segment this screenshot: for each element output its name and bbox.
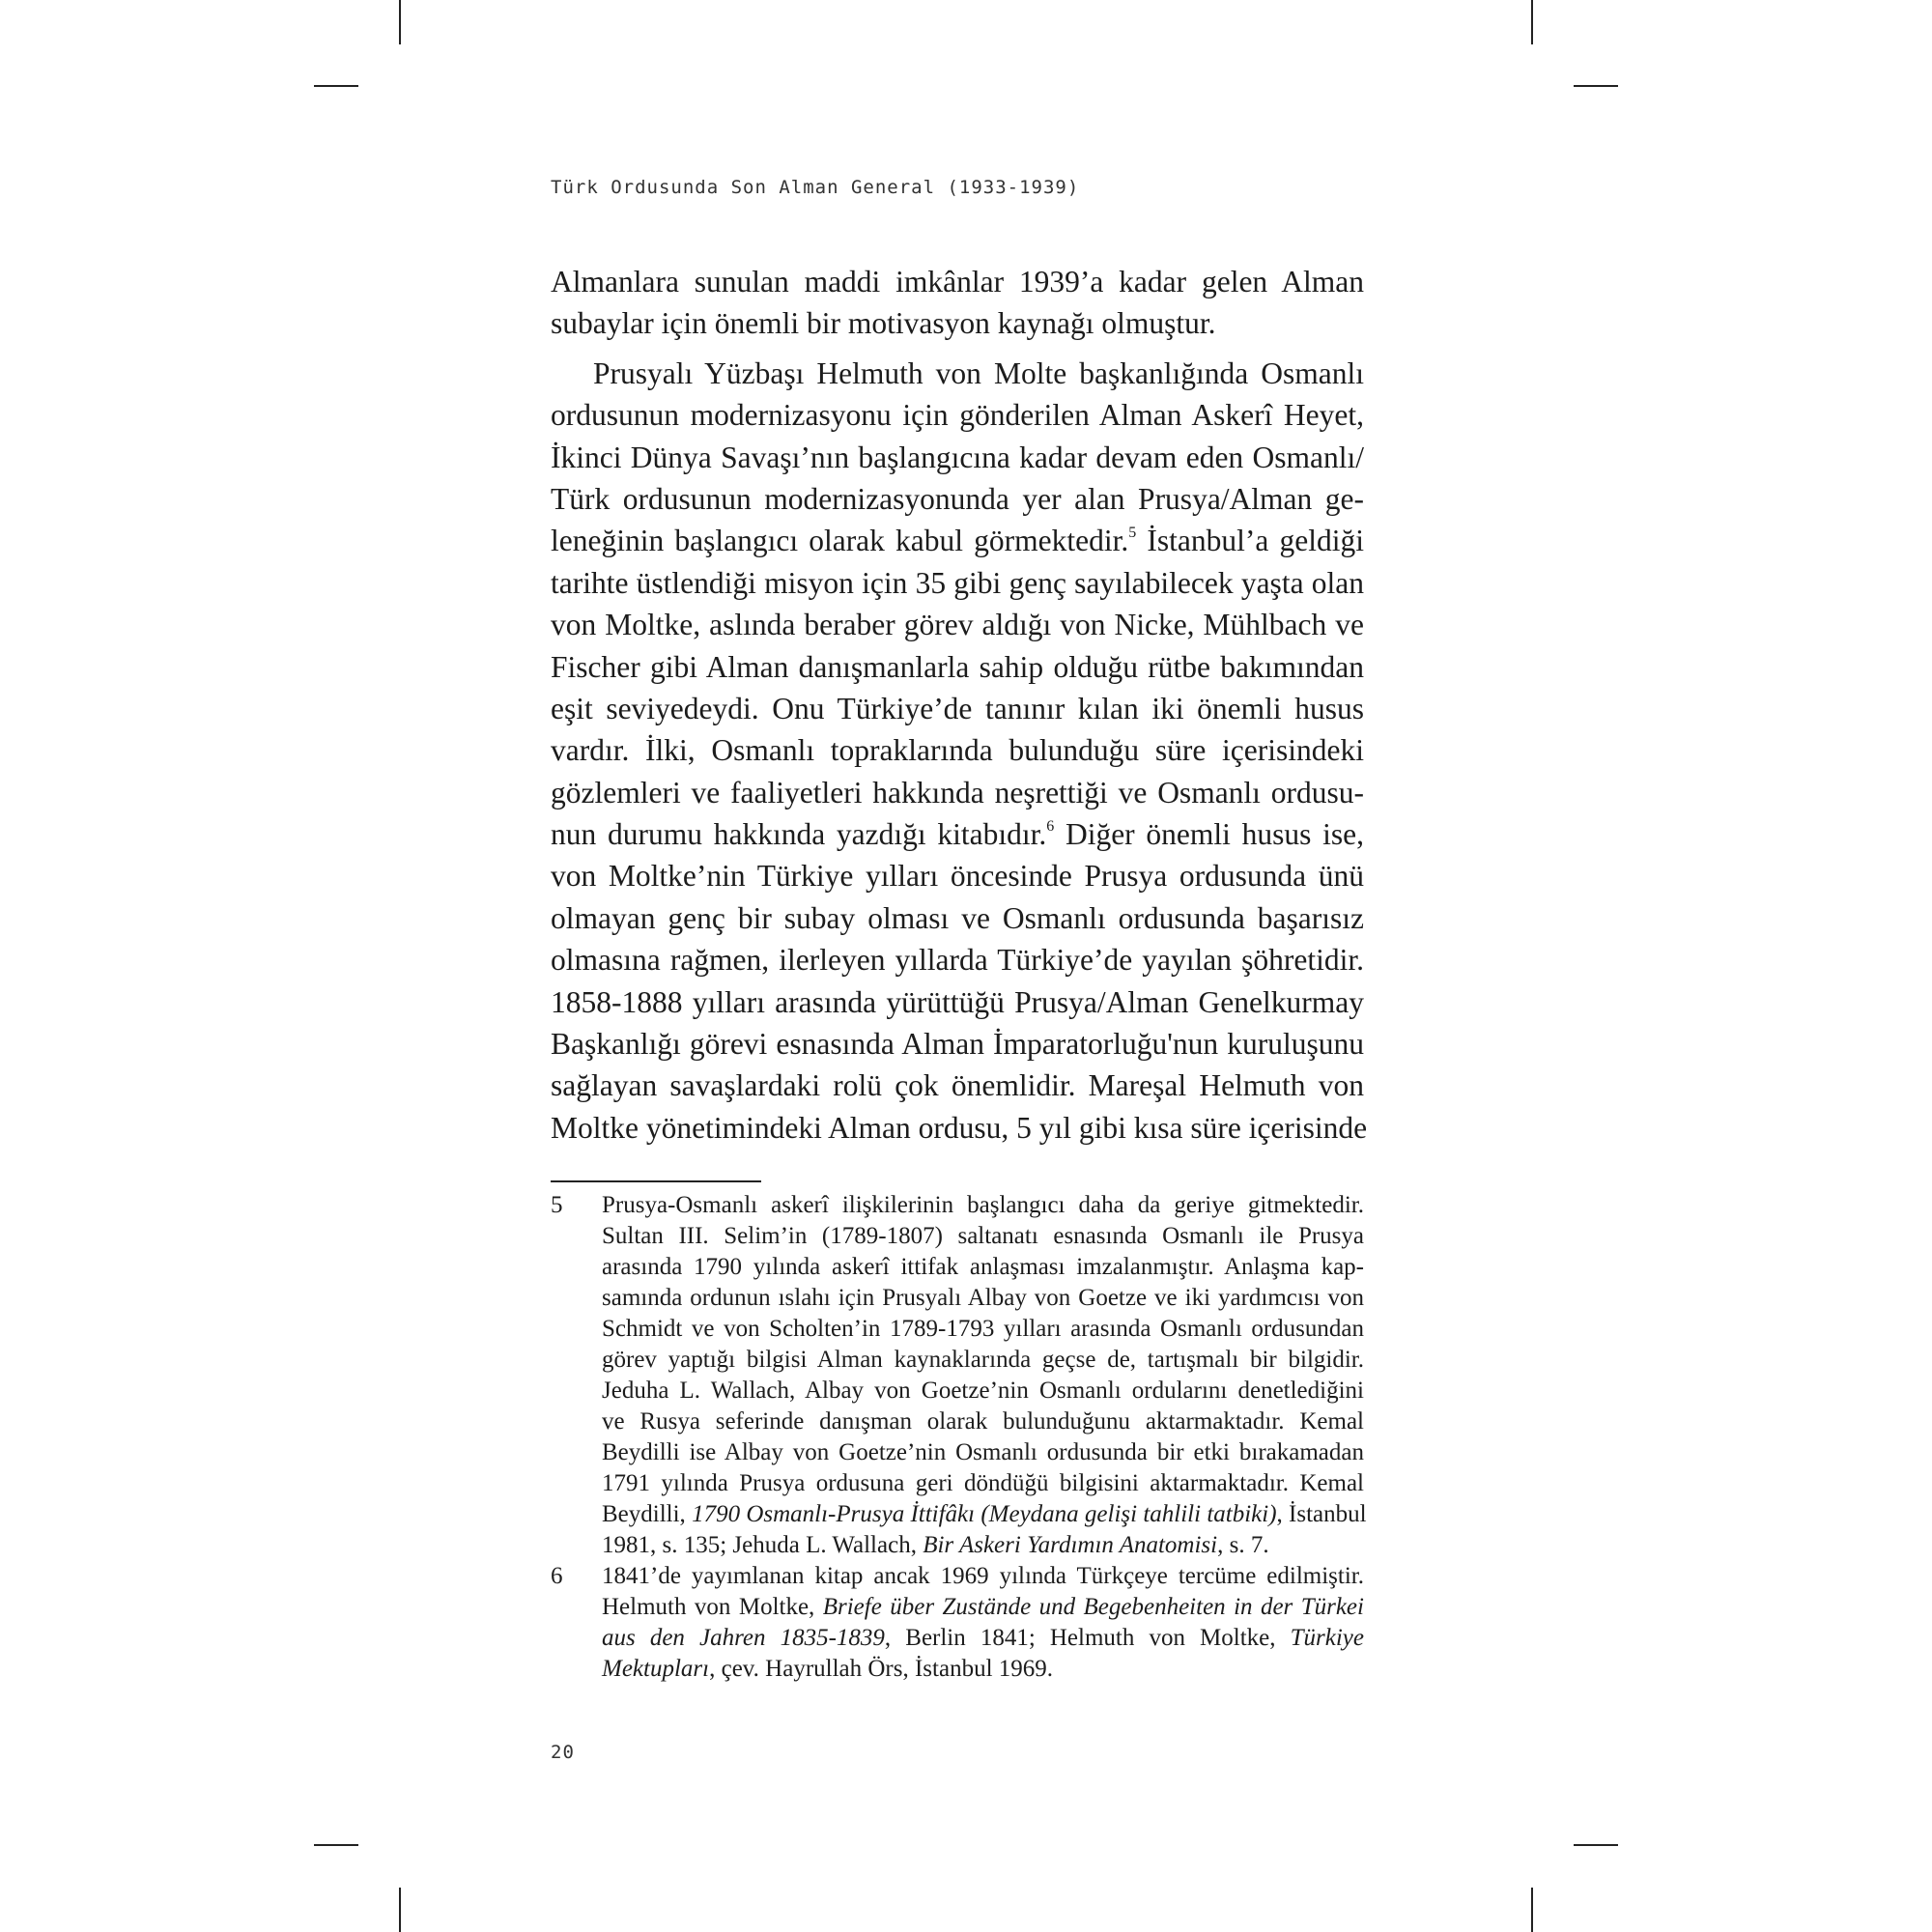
footnote-line: Jeduha L. Wallach, Albay von Goetze’nin Osmanlı ordularını denetlediğini xyxy=(602,1378,1364,1404)
body-line: Moltke yönetimindeki Alman ordusu, 5 yıl gibi kısa süre içerisinde xyxy=(551,1110,1368,1145)
footnote-ref-6[interactable]: 6 xyxy=(1046,818,1055,836)
footnote-book-title: aus den Jahren 1835-1839 xyxy=(602,1625,885,1651)
crop-mark-right-upper xyxy=(1574,85,1618,87)
footnote-book-title: 1790 Osmanlı-Prusya İttifâkı (Meydana gelişi tahlili tatbiki) xyxy=(692,1501,1277,1527)
footnote-text: , çev. Hayrullah Örs, İstanbul 1969. xyxy=(709,1656,1054,1682)
page-number: 20 xyxy=(551,1742,575,1763)
footnote-6 xyxy=(551,1561,1364,1685)
running-head: Türk Ordusunda Son Alman General (1933-1939) xyxy=(551,177,1080,198)
body-line xyxy=(551,813,1364,855)
footnote-line: Schmidt ve von Scholten’in 1789-1793 yılları arasında Osmanlı ordusundan xyxy=(602,1316,1364,1342)
footnote-separator xyxy=(551,1180,761,1182)
body-line: von Moltke, aslında beraber görev aldığı von Nicke, Mühlbach ve xyxy=(551,608,1364,642)
crop-mark-bottom-left xyxy=(399,1888,401,1932)
crop-mark-top-left xyxy=(399,0,401,44)
body-line: İkinci Dünya Savaşı’nın başlangıcına kadar devam eden Osmanlı/ xyxy=(551,440,1364,474)
body-line: Fischer gibi Alman danışmanlarla sahip olduğu rütbe bakımından xyxy=(551,649,1364,684)
body-line-text: leneğinin başlangıcı olarak kabul görmektedir. xyxy=(551,524,1129,558)
footnote-line: 1791 yılında Prusya ordusuna geri döndüğü bilgisini aktarmaktadır. Kemal xyxy=(602,1470,1364,1496)
body-line: gözlemleri ve faaliyetleri hakkında neşrettiği ve Osmanlı ordusu- xyxy=(551,775,1364,810)
body-line: von Moltke’nin Türkiye yılları öncesinde Prusya ordusunda ünü xyxy=(551,859,1364,894)
body-line: Almanlara sunulan maddi imkânlar 1939’a kadar gelen Alman xyxy=(551,265,1364,298)
footnote-line: Beydilli ise Albay von Goetze’nin Osmanlı ordusunda bir etki bırakamadan xyxy=(602,1439,1364,1465)
footnote-text: Beydilli, xyxy=(602,1501,693,1527)
body-line: subaylar için önemli bir motivasyon kaynağı olmuştur. xyxy=(551,306,1216,341)
footnote-line: arasında 1790 yılında askerî ittifak anlaşması imzalanmıştır. Anlaşma kap- xyxy=(602,1254,1364,1280)
footnote-book-title: Türkiye xyxy=(1290,1625,1364,1651)
crop-mark-left-upper xyxy=(314,85,358,87)
crop-mark-bottom-right xyxy=(1531,1888,1533,1932)
footnote-book-title: Mektupları xyxy=(602,1656,710,1682)
footnote-line: görev yaptığı bilgisi Alman kaynaklarında geçse de, tartışmalı bir bilgidir. xyxy=(602,1347,1364,1373)
footnotes xyxy=(551,1190,1367,1685)
footnote-line xyxy=(602,1499,1367,1530)
body-line: 1858-1888 yılları arasında yürüttüğü Prusya/Alman Genelkurmay xyxy=(551,984,1364,1019)
body-line: ordusunun modernizasyonu için gönderilen Alman Askerî Heyet, xyxy=(551,398,1364,433)
body-line xyxy=(551,520,1364,561)
body-line-text: nun durumu hakkında yazdığı kitabıdır. xyxy=(551,817,1047,852)
body-line: eşit seviyedeydi. Onu Türkiye’de tanınır kılan iki önemli husus xyxy=(551,691,1364,725)
body-line: Türk ordusunun modernizasyonunda yer alan Prusya/Alman ge- xyxy=(551,481,1364,516)
footnote-line: ve Rusya seferinde danışman olarak bulunduğunu aktarmaktadır. Kemal xyxy=(602,1408,1364,1435)
footnote-number: 6 xyxy=(551,1563,563,1589)
footnote-line: 1841’de yayımlanan kitap ancak 1969 yılında Türkçeye tercüme edilmiştir. xyxy=(602,1563,1364,1589)
footnote-line: samında ordunun ıslahı için Prusyalı Albay von Goetze ve iki yardımcısı von xyxy=(602,1285,1364,1311)
body-line: olmayan genç bir subay olması ve Osmanlı ordusunda başarısız xyxy=(551,900,1364,935)
body-line: Başkanlığı görevi esnasında Alman İmparatorluğu'nun kuruluşunu xyxy=(551,1027,1364,1062)
footnote-text: , s. 7. xyxy=(1217,1532,1269,1558)
footnote-book-title: Briefe über Zustände und Begebenheiten in der Türkei xyxy=(822,1594,1364,1620)
body-line-text: İstanbul’a geldiği xyxy=(1136,524,1364,558)
footnote-line xyxy=(602,1592,1364,1623)
paragraph-gap xyxy=(551,345,1364,353)
crop-mark-top-right xyxy=(1531,0,1533,44)
footnote-ref-5[interactable]: 5 xyxy=(1128,525,1137,542)
body-line: Prusyalı Yüzbaşı Helmuth von Molte başkanlığında Osmanlı xyxy=(593,355,1364,390)
crop-mark-left-lower xyxy=(314,1844,358,1846)
footnote-text: , Berlin 1841; Helmuth von Moltke, xyxy=(884,1625,1291,1651)
body-line: sağlayan savaşlardaki rolü çok önemlidir. Mareşal Helmuth von xyxy=(551,1068,1364,1103)
crop-mark-right-lower xyxy=(1574,1844,1618,1846)
footnote-book-title: Bir Askeri Yardımın Anatomisi xyxy=(923,1532,1218,1558)
footnote-number: 5 xyxy=(551,1192,563,1218)
footnote-text: 1981, s. 135; Jehuda L. Wallach, xyxy=(602,1532,923,1558)
body-line: olmasına rağmen, ilerleyen yıllarda Türkiye’de yayılan şöhretidir. xyxy=(551,943,1364,978)
footnote-line: Prusya-Osmanlı askerî ilişkilerinin başlangıcı daha da geriye gitmektedir. xyxy=(602,1192,1364,1218)
body-line: tarihte üstlendiği misyon için 35 gibi genç sayılabilecek yaşta olan xyxy=(551,565,1364,600)
footnote-text: Helmuth von Moltke, xyxy=(602,1594,823,1620)
footnote-text: , İstanbul xyxy=(1276,1501,1367,1527)
footnote-line xyxy=(602,1623,1364,1654)
footnote-line: Sultan III. Selim’in (1789-1807) saltanatı esnasında Osmanlı ile Prusya xyxy=(602,1223,1364,1249)
body-text xyxy=(551,261,1368,1149)
body-line: vardır. İlki, Osmanlı topraklarında bulunduğu süre içerisindeki xyxy=(551,733,1364,768)
body-line-text: Diğer önemli husus ise, xyxy=(1054,817,1364,852)
footnote-line xyxy=(602,1530,1364,1561)
footnote-5 xyxy=(551,1190,1367,1561)
footnote-line xyxy=(602,1654,1364,1685)
